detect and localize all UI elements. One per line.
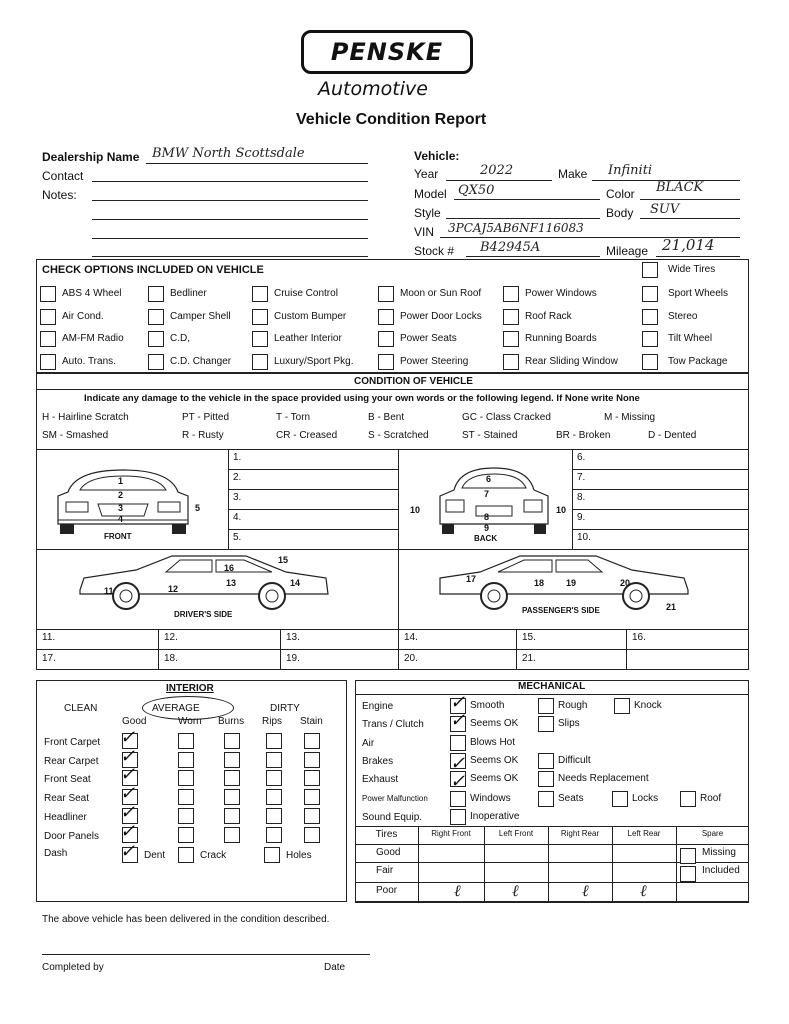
mech-check-mark: ✓ xyxy=(450,753,466,774)
date-label: Date xyxy=(324,962,346,973)
contact-field[interactable] xyxy=(92,181,368,182)
option-checkbox[interactable] xyxy=(503,286,519,302)
style-label: Style xyxy=(414,206,441,220)
mech-option-label: Roof xyxy=(700,793,722,804)
condition-heading: CONDITION OF VEHICLE xyxy=(354,376,473,387)
mech-option-label: Seems OK xyxy=(470,718,519,729)
interior-row-label: Rear Carpet xyxy=(44,756,99,767)
option-label: Power Seats xyxy=(400,333,457,344)
interior-col-header: Burns xyxy=(218,716,245,727)
mech-checkbox[interactable] xyxy=(538,791,554,807)
good-check-mark: ✓ xyxy=(120,764,136,785)
front-label: FRONT xyxy=(104,532,132,541)
car-front-diagram xyxy=(48,462,201,542)
option-label: Leather Interior xyxy=(274,333,342,344)
interior-checkbox[interactable] xyxy=(266,752,282,768)
diagram-number: 3 xyxy=(118,503,124,513)
diagram-number: 20 xyxy=(620,578,631,588)
diagram-number: 18 xyxy=(534,578,545,588)
dash-check-mark: ✓ xyxy=(120,841,136,862)
mech-option-label: Seats xyxy=(558,793,584,804)
option-label: Camper Shell xyxy=(170,311,231,322)
damage-slot-number: 9. xyxy=(577,512,586,523)
diagram-number: 7 xyxy=(484,489,490,499)
legend-item: CR - Creased xyxy=(276,430,338,441)
mech-row-label: Trans / Clutch xyxy=(362,719,424,730)
damage-slot-number: 2. xyxy=(233,472,242,483)
diagram-number: 1 xyxy=(118,476,124,486)
option-checkbox[interactable] xyxy=(642,354,658,370)
style-field[interactable] xyxy=(446,218,600,219)
diagram-number: 12 xyxy=(168,584,179,594)
option-checkbox[interactable] xyxy=(148,331,164,347)
interior-col-header: Stain xyxy=(300,716,323,727)
interior-row-label: Rear Seat xyxy=(44,793,90,804)
mech-checkbox[interactable] xyxy=(538,753,554,769)
penske-logo: PENSKE xyxy=(301,30,473,74)
year-value[interactable]: 2022 xyxy=(480,163,514,178)
spare-option-label: Missing xyxy=(702,847,736,858)
option-label: Tilt Wheel xyxy=(668,333,713,344)
spare-option-label: Included xyxy=(702,865,740,876)
option-checkbox[interactable] xyxy=(642,331,658,347)
interior-checkbox[interactable] xyxy=(178,733,194,749)
option-label: C.D. Changer xyxy=(170,356,232,367)
option-label: Moon or Sun Roof xyxy=(400,288,482,299)
tires-col-header: Tires xyxy=(375,829,398,840)
option-label: C.D, xyxy=(170,333,190,344)
option-checkbox[interactable] xyxy=(378,286,394,302)
dirty-label: DIRTY xyxy=(270,703,300,714)
diagram-number: 8 xyxy=(484,512,490,522)
legend-item: ST - Stained xyxy=(462,430,518,441)
passenger-side-label: PASSENGER'S SIDE xyxy=(522,606,600,615)
option-label: Air Cond. xyxy=(62,311,104,322)
mech-option-label: Inoperative xyxy=(470,811,520,822)
notes-label: Notes: xyxy=(42,188,77,202)
interior-checkbox[interactable] xyxy=(224,827,240,843)
damage-slot-number: 13. xyxy=(286,632,300,643)
model-value[interactable]: QX50 xyxy=(458,183,495,198)
mech-option-label: Blows Hot xyxy=(470,737,516,748)
option-checkbox[interactable] xyxy=(642,286,658,302)
option-label: Luxury/Sport Pkg. xyxy=(274,356,354,367)
condition-instructions: Indicate any damage to the vehicle in the space provided using your own words or the following legend. If None write None xyxy=(84,393,640,404)
damage-slot-number: 5. xyxy=(233,532,242,543)
vin-value[interactable]: 3PCAJ5AB6NF116083 xyxy=(448,221,584,235)
damage-slot-number: 20. xyxy=(404,653,418,664)
delivery-statement: The above vehicle has been delivered in the condition described. xyxy=(42,914,330,925)
damage-slot-line[interactable] xyxy=(572,529,749,530)
damage-slot-number: 3. xyxy=(233,492,242,503)
option-label: Rear Sliding Window xyxy=(525,356,618,367)
form-title: Vehicle Condition Report xyxy=(296,111,487,128)
mech-row-label: Brakes xyxy=(362,756,394,767)
diagram-number: 4 xyxy=(118,514,124,524)
option-label: Running Boards xyxy=(525,333,597,344)
damage-slot-number: 11. xyxy=(42,632,56,643)
logo-subtitle: Automotive xyxy=(318,78,428,100)
mech-checkbox[interactable] xyxy=(538,771,554,787)
contact-label: Contact xyxy=(42,169,84,183)
interior-checkbox[interactable] xyxy=(304,789,320,805)
damage-slot-number: 21. xyxy=(522,653,536,664)
interior-checkbox[interactable] xyxy=(224,752,240,768)
option-checkbox[interactable] xyxy=(252,331,268,347)
spare-checkbox[interactable] xyxy=(680,848,696,864)
legend-item: R - Rusty xyxy=(182,430,224,441)
mech-checkbox[interactable] xyxy=(538,716,554,732)
color-value[interactable]: BLACK xyxy=(656,180,704,195)
mech-option-label: Difficult xyxy=(558,755,591,766)
stock-value[interactable]: B42945A xyxy=(480,240,541,255)
option-checkbox[interactable] xyxy=(378,354,394,370)
mech-checkbox[interactable] xyxy=(538,698,554,714)
clean-label: CLEAN xyxy=(64,703,98,714)
mech-row-label: Air xyxy=(362,738,375,749)
tires-col-header: Right Front xyxy=(431,829,471,838)
diagram-number: 13 xyxy=(226,578,237,588)
damage-slot-number: 1. xyxy=(233,452,242,463)
option-label: Power Steering xyxy=(400,356,469,367)
mech-option-label: Needs Replacement xyxy=(558,773,649,784)
vin-label: VIN xyxy=(414,225,435,239)
damage-slot-line[interactable] xyxy=(228,529,398,530)
poor-tire-mark: ℓ xyxy=(640,881,647,900)
good-check-mark: ✓ xyxy=(120,821,136,842)
make-label: Make xyxy=(558,167,588,181)
option-label: Auto. Trans. xyxy=(62,356,116,367)
damage-slot-line[interactable] xyxy=(572,509,749,510)
body-value[interactable]: SUV xyxy=(650,202,680,217)
mech-option-label: Windows xyxy=(470,793,511,804)
damage-slot-number: 15. xyxy=(522,632,536,643)
poor-tire-mark: ℓ xyxy=(454,881,461,900)
legend-item: BR - Broken xyxy=(556,430,611,441)
interior-checkbox[interactable] xyxy=(304,733,320,749)
interior-checkbox[interactable] xyxy=(178,827,194,843)
option-checkbox[interactable] xyxy=(148,309,164,325)
tires-col-header: Left Rear xyxy=(627,829,661,838)
option-label: Bedliner xyxy=(170,288,207,299)
interior-checkbox[interactable] xyxy=(266,733,282,749)
diagram-number: 14 xyxy=(290,578,301,588)
color-label: Color xyxy=(606,187,635,201)
dash-option-label: Crack xyxy=(200,850,227,861)
option-label: AM-FM Radio xyxy=(62,333,124,344)
damage-slot-line[interactable] xyxy=(572,489,749,490)
interior-col-header: Worn xyxy=(178,716,202,727)
stock-label: Stock # xyxy=(414,244,455,258)
mech-option-label: Seems OK xyxy=(470,755,519,766)
tires-row-label: Fair xyxy=(376,865,394,876)
option-checkbox[interactable] xyxy=(503,354,519,370)
interior-checkbox[interactable] xyxy=(178,789,194,805)
option-label: Stereo xyxy=(668,311,698,322)
mech-row-label: Engine xyxy=(362,701,394,712)
option-checkbox[interactable] xyxy=(503,331,519,347)
option-label: Custom Bumper xyxy=(274,311,347,322)
dash-option-label: Holes xyxy=(286,850,312,861)
damage-slot-number: 8. xyxy=(577,492,586,503)
interior-checkbox[interactable] xyxy=(224,733,240,749)
interior-checkbox[interactable] xyxy=(304,808,320,824)
tires-col-header: Right Rear xyxy=(560,829,600,838)
interior-col-header: Good xyxy=(122,716,147,727)
vehicle-heading: Vehicle: xyxy=(414,149,460,163)
option-label: Roof Rack xyxy=(525,311,572,322)
mechanical-heading: MECHANICAL xyxy=(518,681,586,692)
good-check-mark: ✓ xyxy=(120,727,136,748)
dash-checkbox[interactable] xyxy=(178,847,194,863)
option-checkbox[interactable] xyxy=(40,331,56,347)
damage-slot-number: 6. xyxy=(577,452,586,463)
interior-checkbox[interactable] xyxy=(266,789,282,805)
interior-checkbox[interactable] xyxy=(266,808,282,824)
diagram-number: 5 xyxy=(195,503,201,513)
good-check-mark: ✓ xyxy=(120,746,136,767)
dealership-value[interactable]: BMW North Scottsdale xyxy=(152,146,305,161)
mech-option-label: Slips xyxy=(558,718,580,729)
interior-checkbox[interactable] xyxy=(178,770,194,786)
option-label: Power Door Locks xyxy=(400,311,482,322)
interior-checkbox[interactable] xyxy=(266,827,282,843)
dash-label: Dash xyxy=(44,848,68,859)
diagram-number: 19 xyxy=(566,578,577,588)
average-label: AVERAGE xyxy=(152,703,200,714)
damage-slot-number: 16. xyxy=(632,632,646,643)
option-checkbox[interactable] xyxy=(378,331,394,347)
diagram-number: 16 xyxy=(224,563,235,573)
option-checkbox[interactable] xyxy=(378,309,394,325)
legend-item: D - Dented xyxy=(648,430,697,441)
diagram-number: 10 xyxy=(410,505,421,515)
diagram-number: 15 xyxy=(278,555,289,565)
option-checkbox[interactable] xyxy=(148,286,164,302)
interior-checkbox[interactable] xyxy=(224,770,240,786)
legend-item: B - Bent xyxy=(368,412,405,423)
model-label: Model xyxy=(414,187,447,201)
legend-item: M - Missing xyxy=(604,412,656,423)
damage-slot-number: 7. xyxy=(577,472,586,483)
interior-row-label: Headliner xyxy=(44,812,87,823)
mech-row-label: Power Malfunction xyxy=(362,794,428,803)
mech-checkbox[interactable] xyxy=(450,791,466,807)
completed-by-label: Completed by xyxy=(42,962,104,973)
mech-option-label: Knock xyxy=(634,700,662,711)
mech-checkbox[interactable] xyxy=(680,791,696,807)
damage-slot-number: 4. xyxy=(233,512,242,523)
mech-checkbox[interactable] xyxy=(612,791,628,807)
damage-slot-line[interactable] xyxy=(572,469,749,470)
option-checkbox[interactable] xyxy=(148,354,164,370)
damage-slot-number: 10. xyxy=(577,532,591,543)
legend-item: SM - Smashed xyxy=(42,430,109,441)
interior-checkbox[interactable] xyxy=(224,789,240,805)
option-checkbox[interactable] xyxy=(40,309,56,325)
legend-item: PT - Pitted xyxy=(182,412,230,423)
tires-col-header: Spare xyxy=(701,829,724,838)
mech-checkbox[interactable] xyxy=(450,809,466,825)
damage-slot-number: 18. xyxy=(164,653,178,664)
diagram-number: 6 xyxy=(486,474,492,484)
back-label: BACK xyxy=(474,534,498,543)
mech-option-label: Smooth xyxy=(470,700,505,711)
interior-checkbox[interactable] xyxy=(266,770,282,786)
legend-item: S - Scratched xyxy=(368,430,429,441)
legend-item: H - Hairline Scratch xyxy=(42,412,129,423)
option-checkbox[interactable] xyxy=(503,309,519,325)
diagram-number: 10 xyxy=(556,505,567,515)
option-label: Tow Package xyxy=(668,356,728,367)
interior-checkbox[interactable] xyxy=(178,808,194,824)
interior-row-label: Front Seat xyxy=(44,774,91,785)
option-checkbox[interactable] xyxy=(642,262,658,278)
damage-slot-number: 12. xyxy=(164,632,178,643)
tires-col-header: Left Front xyxy=(498,829,534,838)
legend-item: T - Torn xyxy=(276,412,311,423)
body-label: Body xyxy=(606,206,634,220)
poor-tire-mark: ℓ xyxy=(582,881,589,900)
option-label: Wide Tires xyxy=(668,264,716,275)
good-check-mark: ✓ xyxy=(120,802,136,823)
poor-tire-mark: ℓ xyxy=(512,881,519,900)
option-checkbox[interactable] xyxy=(642,309,658,325)
option-checkbox[interactable] xyxy=(252,354,268,370)
mech-check-mark: ✓ xyxy=(450,710,466,731)
mileage-value[interactable]: 21,014 xyxy=(662,236,715,254)
interior-checkbox[interactable] xyxy=(304,827,320,843)
dash-checkbox[interactable] xyxy=(264,847,280,863)
diagram-number: 9 xyxy=(484,523,490,533)
mech-check-mark: ✓ xyxy=(450,692,466,713)
mech-option-label: Seems OK xyxy=(470,773,519,784)
diagram-number: 21 xyxy=(666,602,677,612)
option-checkbox[interactable] xyxy=(252,309,268,325)
interior-row-label: Front Carpet xyxy=(44,737,101,748)
diagram-number: 11 xyxy=(104,586,114,596)
option-checkbox[interactable] xyxy=(40,354,56,370)
mech-row-label: Sound Equip. xyxy=(362,812,423,823)
dash-option-label: Dent xyxy=(144,850,166,861)
tires-row-label: Poor xyxy=(376,885,398,896)
mech-option-label: Rough xyxy=(558,700,588,711)
option-label: Cruise Control xyxy=(274,288,338,299)
interior-col-header: Rips xyxy=(262,716,283,727)
make-value[interactable]: Infiniti xyxy=(608,163,653,178)
mech-checkbox[interactable] xyxy=(614,698,630,714)
spare-checkbox[interactable] xyxy=(680,866,696,882)
legend-item: GC - Class Cracked xyxy=(462,412,551,423)
mech-option-label: Locks xyxy=(632,793,659,804)
mileage-label: Mileage xyxy=(606,244,649,258)
driver-side-label: DRIVER'S SIDE xyxy=(174,610,233,619)
damage-slot-line[interactable] xyxy=(228,489,398,490)
tires-row-label: Good xyxy=(376,847,401,858)
options-heading: CHECK OPTIONS INCLUDED ON VEHICLE xyxy=(42,264,264,276)
interior-checkbox[interactable] xyxy=(178,752,194,768)
interior-row-label: Door Panels xyxy=(44,831,100,842)
interior-checkbox[interactable] xyxy=(304,752,320,768)
option-label: Power Windows xyxy=(525,288,597,299)
interior-heading: INTERIOR xyxy=(166,683,214,694)
good-check-mark: ✓ xyxy=(120,783,136,804)
damage-slot-number: 19. xyxy=(286,653,300,664)
option-checkbox[interactable] xyxy=(252,286,268,302)
dealership-label: Dealership Name xyxy=(42,150,140,164)
mech-checkbox[interactable] xyxy=(450,735,466,751)
damage-slot-number: 17. xyxy=(42,653,56,664)
damage-slot-number: 14. xyxy=(404,632,418,643)
year-label: Year xyxy=(414,167,439,181)
damage-slot-line[interactable] xyxy=(228,509,398,510)
damage-slot-line[interactable] xyxy=(228,469,398,470)
mech-check-mark: ✓ xyxy=(450,771,466,792)
mech-row-label: Exhaust xyxy=(362,774,399,785)
option-label: ABS 4 Wheel xyxy=(62,288,122,299)
interior-checkbox[interactable] xyxy=(304,770,320,786)
car-back-diagram xyxy=(424,462,567,542)
interior-checkbox[interactable] xyxy=(224,808,240,824)
diagram-number: 2 xyxy=(118,490,124,500)
option-label: Sport Wheels xyxy=(668,288,729,299)
diagram-number: 17 xyxy=(466,574,477,584)
option-checkbox[interactable] xyxy=(40,286,56,302)
